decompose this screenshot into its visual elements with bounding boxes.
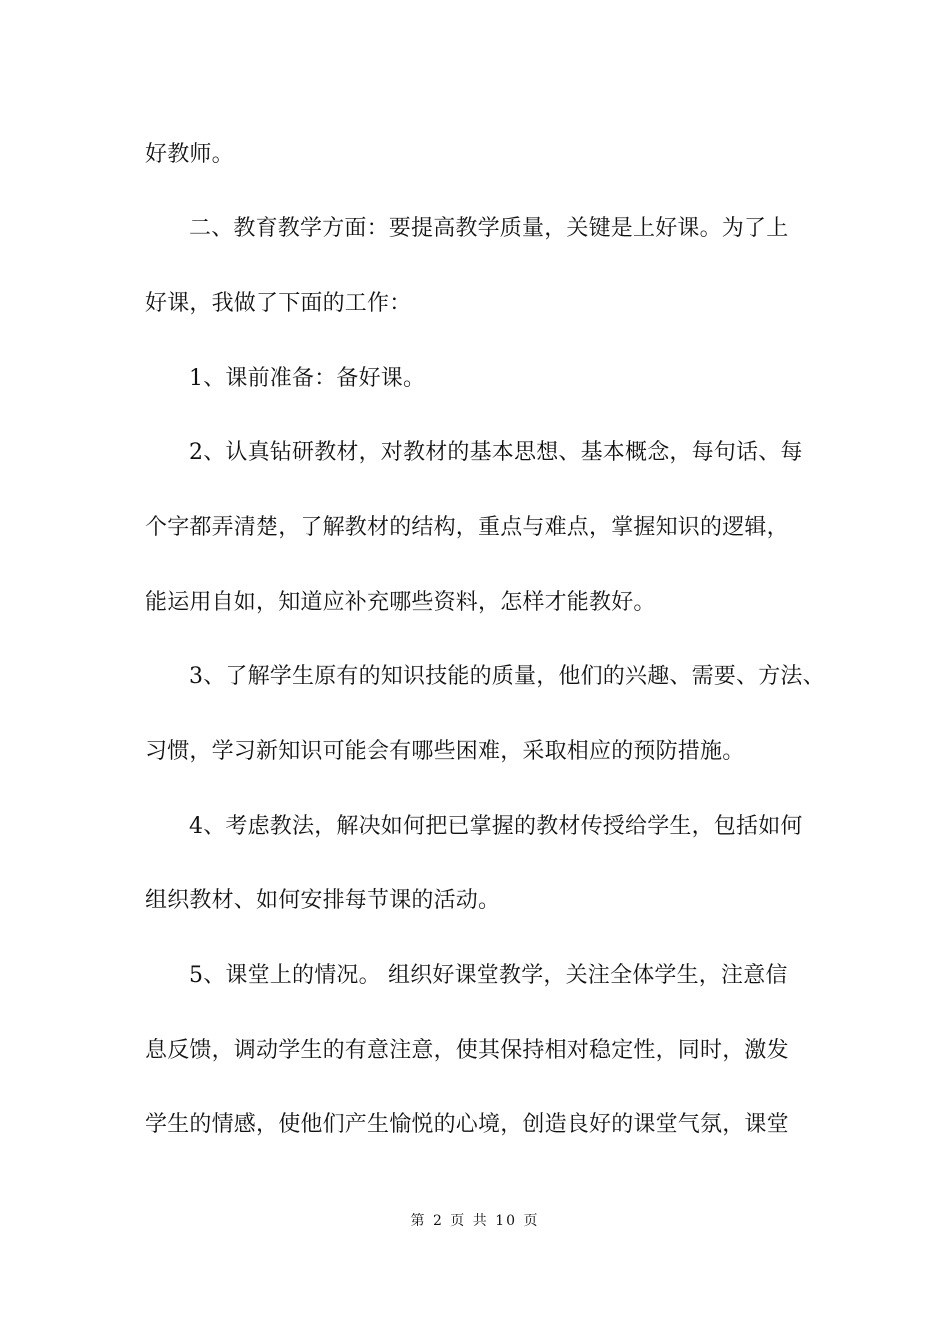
- text-line-3: 好课，我做了下面的工作：: [145, 291, 412, 316]
- text-line-1: 好教师。: [145, 142, 234, 167]
- text-line-14: 学生的情感，使他们产生愉悦的心境，创造良好的课堂气氛，课堂: [145, 1112, 789, 1137]
- text-line-7: 能运用自如，知道应补充哪些资料，怎样才能教好。: [145, 590, 656, 615]
- text-line-4: 1、课前准备：备好课。: [189, 366, 426, 391]
- text-line-12: 5、课堂上的情况。 组织好课堂教学，关注全体学生，注意信: [189, 963, 788, 988]
- text-line-6: 个字都弄清楚，了解教材的结构，重点与难点，掌握知识的逻辑，: [145, 515, 789, 540]
- text-line-2: 二、教育教学方面：要提高教学质量，关键是上好课。为了上: [189, 216, 789, 241]
- text-line-13: 息反馈，调动学生的有意注意，使其保持相对稳定性，同时，激发: [145, 1038, 789, 1063]
- text-line-9: 习惯，学习新知识可能会有哪些困难，采取相应的预防措施。: [145, 739, 745, 764]
- text-line-10: 4、考虑教法，解决如何把已掌握的教材传授给学生，包括如何: [189, 814, 803, 839]
- text-line-8: 3、了解学生原有的知识技能的质量，他们的兴趣、需要、方法、: [189, 664, 825, 689]
- text-line-11: 组织教材、如何安排每节课的活动。: [145, 888, 501, 913]
- text-line-5: 2、认真钻研教材，对教材的基本思想、基本概念，每句话、每: [189, 440, 803, 465]
- page-footer: 第 2 页 共 10 页: [410, 1213, 540, 1229]
